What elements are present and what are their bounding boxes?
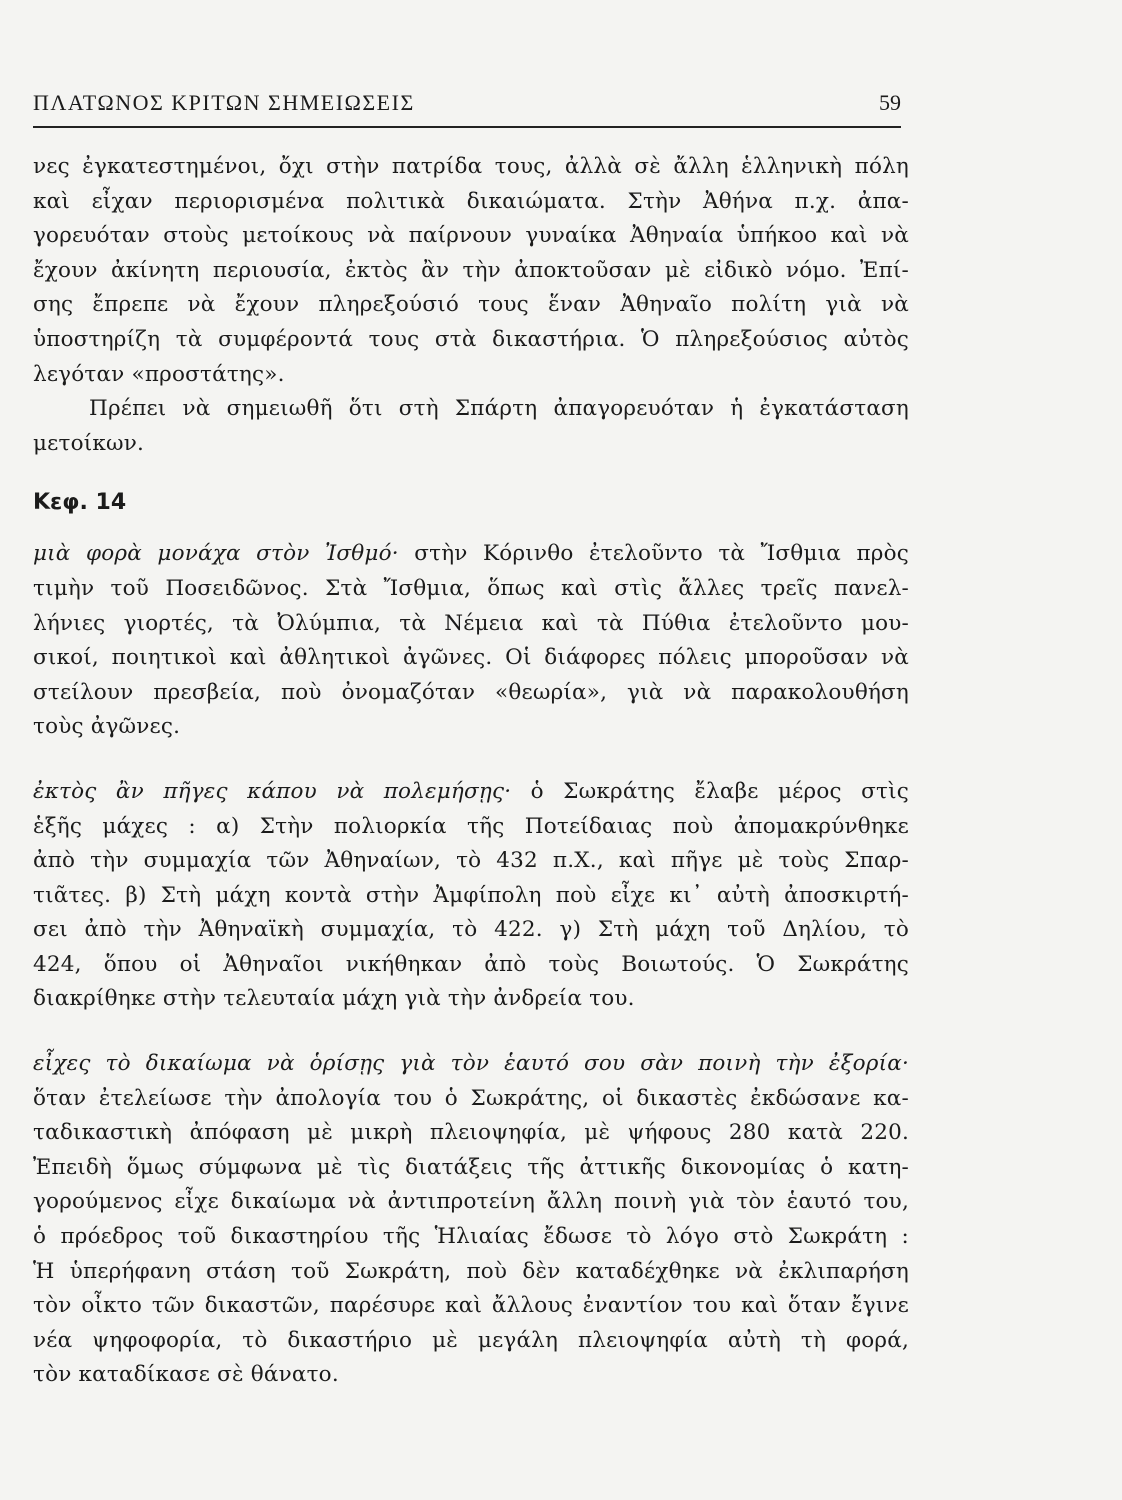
text-line: τοὺς ἀγῶνες.: [33, 714, 181, 740]
page-number: 59: [879, 90, 901, 115]
text-line: τὸν οἶκτο τῶν δικαστῶν, παρέσυρε καὶ ἄλλους ἐναντίον του καὶ ὅταν ἔγινε: [33, 1293, 909, 1319]
chapter-heading: Κεφ. 14: [33, 490, 127, 516]
text-line: γορούμενος εἶχε δικαίωμα νὰ ἀντιπροτείνη ἄλλη ποινὴ γιὰ τὸν ἑαυτό του,: [33, 1189, 909, 1215]
text-line: νες ἐγκατεστημένοι, ὄχι στὴν πατρίδα τους, ἀλλὰ σὲ ἄλλη ἑλληνικὴ πόλη: [33, 154, 909, 179]
note-exile: [33, 1047, 909, 1393]
text-line: μετοίκων.: [33, 430, 145, 456]
text-line: Ἐπειδὴ ὅμως σύμφωνα μὲ τὶς διατάξεις τῆς ἀττικῆς δικονομίας ὁ κατη-: [33, 1154, 909, 1180]
page-header: [33, 86, 901, 128]
note-text: ὁ Σωκράτης ἔλαβε μέρος στὶς: [511, 778, 909, 804]
text-line: λεγόταν «προστάτης».: [33, 361, 285, 387]
paragraph-sparta: [33, 392, 909, 461]
note-lemma: μιὰ φορὰ μονάχα στὸν Ἰσθμό·: [33, 541, 399, 567]
text-line: ὑποστηρίζη τὰ συμφέροντά τους στὰ δικαστήρια. Ὁ πληρεξούσιος αὐτὸς: [33, 326, 909, 352]
text-line: σης ἔπρεπε νὰ ἔχουν πληρεξούσιό τους ἕναν Ἀθηναῖο πολίτη γιὰ νὰ: [33, 292, 909, 318]
page-body: [33, 150, 909, 1393]
text-line: ἔχουν ἀκίνητη περιουσία, ἐκτὸς ἂν τὴν ἀποκτοῦσαν μὲ εἰδικὸ νόμο. Ἐπί-: [33, 257, 909, 283]
text-line: ὁ πρόεδρος τοῦ δικαστηρίου τῆς Ἡλιαίας ἔδωσε τὸ λόγο στὸ Σωκράτη :: [33, 1224, 909, 1250]
text-line: καὶ εἶχαν περιορισμένα πολιτικὰ δικαιώματα. Στὴν Ἀθήνα π.χ. ἀπα-: [33, 188, 909, 214]
text-line: τιᾶτες. β) Στὴ μάχη κοντὰ στὴν Ἀμφίπολη ποὺ εἶχε κι᾿ αὐτὴ ἀποσκιρτή-: [33, 882, 909, 908]
text-line: 424, ὅπου οἱ Ἀθηναῖοι νικήθηκαν ἀπὸ τοὺς Βοιωτούς. Ὁ Σωκράτης: [33, 951, 909, 977]
text-line: ἀπὸ τὴν συμμαχία τῶν Ἀθηναίων, τὸ 432 π.Χ., καὶ πῆγε μὲ τοὺς Σπαρ-: [33, 848, 909, 874]
note-lemma: εἶχες τὸ δικαίωμα νὰ ὁρίσῃς γιὰ τὸν ἑαυτό σου σὰν ποινὴ τὴν ἐξορία·: [33, 1051, 909, 1077]
text-line: ταδικαστικὴ ἀπόφαση μὲ μικρὴ πλειοψηφία, μὲ ψήφους 280 κατὰ 220.: [33, 1120, 909, 1146]
text-line: τὸν καταδίκασε σὲ θάνατο.: [33, 1362, 339, 1388]
text-line: στείλουν πρεσβεία, ποὺ ὀνομαζόταν «θεωρία», γιὰ νὰ παρακολουθήση: [33, 679, 909, 705]
text-line: νέα ψηφοφορία, τὸ δικαστήριο μὲ μεγάλη πλειοψηφία αὐτὴ τὴ φορά,: [33, 1327, 909, 1353]
text-line: Πρέπει νὰ σημειωθῆ ὅτι στὴ Σπάρτη ἀπαγορευόταν ἡ ἐγκατάσταση: [89, 396, 909, 422]
text-line: διακρίθηκε στὴν τελευταία μάχη γιὰ τὴν ἀνδρεία του.: [33, 986, 635, 1012]
text-line: σικοί, ποιητικοὶ καὶ ἀθλητικοὶ ἀγῶνες. Οἱ διάφορες πόλεις μποροῦσαν νὰ: [33, 645, 909, 671]
text-line: ἑξῆς μάχες : α) Στὴν πολιορκία τῆς Ποτείδαιας ποὺ ἀπομακρύνθηκε: [33, 813, 909, 839]
note-lemma: ἐκτὸς ἂν πῆγες κάπου νὰ πολεμήσῃς·: [33, 778, 512, 804]
note-text: στὴν Κόρινθο ἐτελοῦντο τὰ Ἴσθμια πρὸς: [398, 541, 909, 567]
text-line: Ἡ ὑπερήφανη στάση τοῦ Σωκράτη, ποὺ δὲν καταδέχθηκε νὰ ἐκλιπαρήση: [33, 1258, 909, 1284]
text-line: ὅταν ἐτελείωσε τὴν ἀπολογία του ὁ Σωκράτης, οἱ δικαστὲς ἐκδώσανε κα-: [33, 1085, 909, 1111]
text-line: σει ἀπὸ τὴν Ἀθηναϊκὴ συμμαχία, τὸ 422. γ) Στὴ μάχη τοῦ Δηλίου, τὸ: [33, 917, 909, 943]
text-line: γορευόταν στοὺς μετοίκους νὰ παίρνουν γυναίκα Ἀθηναία ὑπήκοο καὶ νὰ: [33, 223, 909, 249]
note-battles: [33, 775, 909, 1017]
note-first-line: [33, 537, 909, 572]
paragraph-continuation: [33, 150, 909, 392]
note-isthmus: [33, 537, 909, 745]
text-line: λήνιες γιορτές, τὰ Ὀλύμπια, τὰ Νέμεια καὶ τὰ Πύθια ἐτελοῦντο μου-: [33, 610, 909, 636]
text-line: τιμὴν τοῦ Ποσειδῶνος. Στὰ Ἴσθμια, ὅπως καὶ στὶς ἄλλες τρεῖς πανελ-: [33, 575, 909, 601]
running-head: ΠΛΑΤΩΝΟΣ ΚΡΙΤΩΝ ΣΗΜΕΙΩΣΕΙΣ: [33, 90, 415, 115]
note-first-line: [33, 775, 909, 810]
